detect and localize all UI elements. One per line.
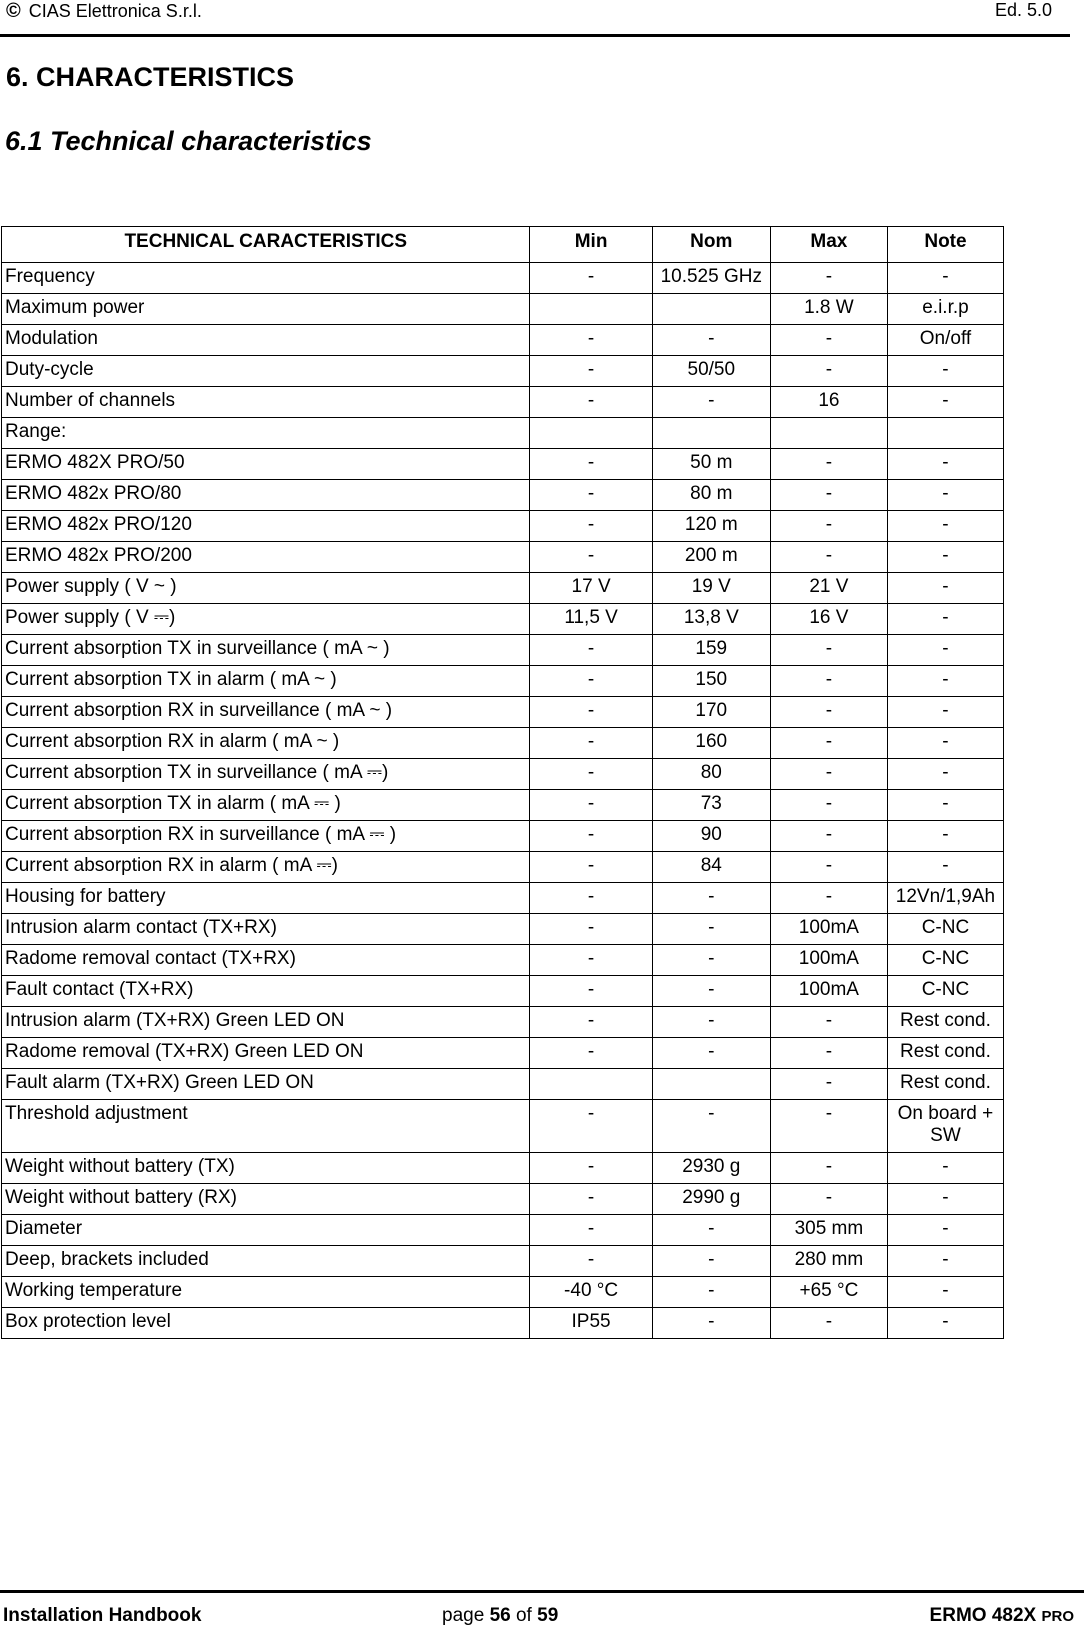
- section-title: 6. CHARACTERISTICS: [6, 62, 295, 92]
- value-cell: -: [530, 356, 652, 387]
- value-cell: On board + SW: [887, 1100, 1003, 1153]
- column-header: TECHNICAL CARACTERISTICS: [2, 227, 530, 263]
- value-cell: -: [887, 728, 1003, 759]
- value-cell: -: [887, 542, 1003, 573]
- characteristic-cell: Weight without battery (RX): [2, 1184, 530, 1215]
- value-cell: -: [530, 1100, 652, 1153]
- characteristic-cell: Working temperature: [2, 1277, 530, 1308]
- value-cell: On/off: [887, 325, 1003, 356]
- characteristic-cell: Housing for battery: [2, 883, 530, 914]
- value-cell: 280 mm: [770, 1246, 887, 1277]
- value-cell: 305 mm: [770, 1215, 887, 1246]
- value-cell: -: [887, 480, 1003, 511]
- value-cell: 100mA: [770, 976, 887, 1007]
- value-cell: +65 °C: [770, 1277, 887, 1308]
- value-cell: 16: [770, 387, 887, 418]
- value-cell: -: [770, 790, 887, 821]
- value-cell: -: [887, 759, 1003, 790]
- column-header: Max: [770, 227, 887, 263]
- table-row: [2, 883, 1004, 914]
- characteristic-cell: Current absorption RX in alarm ( mA ⎓): [2, 852, 530, 883]
- value-cell: -: [770, 883, 887, 914]
- table-row: [2, 821, 1004, 852]
- value-cell: 13,8 V: [652, 604, 770, 635]
- product-model: ERMO 482X: [929, 1605, 1037, 1626]
- value-cell: -: [770, 1308, 887, 1339]
- value-cell: [652, 418, 770, 449]
- characteristic-cell: Weight without battery (TX): [2, 1153, 530, 1184]
- value-cell: -: [887, 821, 1003, 852]
- table-row: [2, 759, 1004, 790]
- value-cell: -: [770, 1069, 887, 1100]
- value-cell: -: [530, 511, 652, 542]
- table-row: [2, 1246, 1004, 1277]
- value-cell: -: [770, 263, 887, 294]
- value-cell: -: [652, 325, 770, 356]
- page-current: 56: [489, 1605, 511, 1626]
- value-cell: -: [887, 449, 1003, 480]
- value-cell: -: [770, 1184, 887, 1215]
- value-cell: -: [887, 1184, 1003, 1215]
- product-suffix: PRO: [1041, 1608, 1074, 1625]
- table-row: [2, 852, 1004, 883]
- value-cell: -: [530, 852, 652, 883]
- value-cell: -: [770, 1038, 887, 1069]
- value-cell: 16 V: [770, 604, 887, 635]
- value-cell: -: [530, 542, 652, 573]
- characteristic-cell: Intrusion alarm (TX+RX) Green LED ON: [2, 1007, 530, 1038]
- value-cell: Rest cond.: [887, 1038, 1003, 1069]
- value-cell: 80 m: [652, 480, 770, 511]
- value-cell: -: [530, 1184, 652, 1215]
- table-row: [2, 1038, 1004, 1069]
- value-cell: 50/50: [652, 356, 770, 387]
- value-cell: 2930 g: [652, 1153, 770, 1184]
- value-cell: -: [887, 1215, 1003, 1246]
- characteristic-cell: Current absorption RX in surveillance ( mA ~ ): [2, 697, 530, 728]
- header-left: [6, 0, 202, 23]
- value-cell: 21 V: [770, 573, 887, 604]
- value-cell: -: [530, 666, 652, 697]
- value-cell: -: [652, 1215, 770, 1246]
- value-cell: [652, 294, 770, 325]
- value-cell: -: [887, 573, 1003, 604]
- value-cell: -: [770, 542, 887, 573]
- value-cell: Rest cond.: [887, 1069, 1003, 1100]
- handbook-title: Installation Handbook: [3, 1605, 202, 1626]
- value-cell: -: [530, 1038, 652, 1069]
- table-row: [2, 325, 1004, 356]
- value-cell: 17 V: [530, 573, 652, 604]
- value-cell: -: [770, 635, 887, 666]
- value-cell: -: [530, 883, 652, 914]
- value-cell: -: [652, 1308, 770, 1339]
- value-cell: -: [530, 728, 652, 759]
- value-cell: -: [652, 1007, 770, 1038]
- value-cell: -: [530, 945, 652, 976]
- characteristic-cell: Current absorption RX in surveillance ( mA ⎓ ): [2, 821, 530, 852]
- value-cell: -: [530, 1215, 652, 1246]
- page-total: 59: [537, 1605, 559, 1626]
- value-cell: 100mA: [770, 914, 887, 945]
- table-row: [2, 635, 1004, 666]
- value-cell: -: [770, 1100, 887, 1153]
- characteristic-cell: Current absorption TX in surveillance ( mA ~ ): [2, 635, 530, 666]
- characteristic-cell: Power supply ( V ⎓): [2, 604, 530, 635]
- value-cell: -: [770, 356, 887, 387]
- page-prefix: page: [442, 1605, 485, 1626]
- value-cell: -: [770, 511, 887, 542]
- table-row: [2, 1215, 1004, 1246]
- value-cell: 159: [652, 635, 770, 666]
- value-cell: -: [652, 1100, 770, 1153]
- table-row: [2, 511, 1004, 542]
- value-cell: 150: [652, 666, 770, 697]
- value-cell: [770, 418, 887, 449]
- value-cell: -: [770, 697, 887, 728]
- table-header-row: [2, 227, 1004, 263]
- characteristic-cell: Maximum power: [2, 294, 530, 325]
- table-row: [2, 1153, 1004, 1184]
- value-cell: -: [770, 852, 887, 883]
- value-cell: [887, 418, 1003, 449]
- column-header: Nom: [652, 227, 770, 263]
- value-cell: -: [530, 263, 652, 294]
- value-cell: -: [530, 1246, 652, 1277]
- value-cell: -: [887, 1277, 1003, 1308]
- value-cell: 10.525 GHz: [652, 263, 770, 294]
- characteristic-cell: Duty-cycle: [2, 356, 530, 387]
- value-cell: -: [887, 666, 1003, 697]
- value-cell: 160: [652, 728, 770, 759]
- value-cell: [530, 418, 652, 449]
- value-cell: [652, 1069, 770, 1100]
- value-cell: -: [530, 635, 652, 666]
- value-cell: -: [770, 759, 887, 790]
- value-cell: 120 m: [652, 511, 770, 542]
- value-cell: -: [652, 976, 770, 1007]
- table-row: [2, 356, 1004, 387]
- table-row: [2, 1007, 1004, 1038]
- value-cell: 73: [652, 790, 770, 821]
- page-number: [442, 1605, 558, 1627]
- table-body: [2, 263, 1004, 1339]
- value-cell: 1.8 W: [770, 294, 887, 325]
- company-name: CIAS Elettronica S.r.l.: [28, 1, 202, 21]
- characteristic-cell: Fault contact (TX+RX): [2, 976, 530, 1007]
- value-cell: -: [530, 449, 652, 480]
- value-cell: -: [887, 263, 1003, 294]
- subsection-title: 6.1 Technical characteristics: [5, 126, 372, 156]
- table-row: [2, 914, 1004, 945]
- characteristic-cell: Current absorption TX in surveillance ( mA ⎓): [2, 759, 530, 790]
- characteristic-cell: ERMO 482X PRO/50: [2, 449, 530, 480]
- value-cell: -: [770, 480, 887, 511]
- value-cell: 12Vn/1,9Ah: [887, 883, 1003, 914]
- table-row: [2, 697, 1004, 728]
- value-cell: -: [652, 914, 770, 945]
- value-cell: -: [652, 1277, 770, 1308]
- characteristic-cell: Diameter: [2, 1215, 530, 1246]
- value-cell: 80: [652, 759, 770, 790]
- value-cell: -: [530, 914, 652, 945]
- characteristic-cell: Frequency: [2, 263, 530, 294]
- value-cell: -: [530, 480, 652, 511]
- value-cell: -: [530, 325, 652, 356]
- value-cell: 50 m: [652, 449, 770, 480]
- value-cell: 200 m: [652, 542, 770, 573]
- value-cell: -: [887, 1153, 1003, 1184]
- characteristic-cell: Radome removal contact (TX+RX): [2, 945, 530, 976]
- value-cell: 11,5 V: [530, 604, 652, 635]
- table-row: [2, 1100, 1004, 1153]
- value-cell: -: [887, 790, 1003, 821]
- value-cell: -: [887, 604, 1003, 635]
- value-cell: -: [887, 697, 1003, 728]
- value-cell: -: [887, 635, 1003, 666]
- value-cell: 90: [652, 821, 770, 852]
- table-row: [2, 666, 1004, 697]
- value-cell: C-NC: [887, 945, 1003, 976]
- table-row: [2, 573, 1004, 604]
- value-cell: -: [770, 666, 887, 697]
- value-cell: Rest cond.: [887, 1007, 1003, 1038]
- value-cell: -: [530, 1007, 652, 1038]
- column-header: Min: [530, 227, 652, 263]
- value-cell: -: [530, 387, 652, 418]
- value-cell: -: [770, 1153, 887, 1184]
- value-cell: -: [887, 356, 1003, 387]
- value-cell: -: [887, 852, 1003, 883]
- characteristic-cell: Current absorption RX in alarm ( mA ~ ): [2, 728, 530, 759]
- value-cell: C-NC: [887, 914, 1003, 945]
- table-row: [2, 480, 1004, 511]
- value-cell: -: [652, 1246, 770, 1277]
- value-cell: -: [530, 821, 652, 852]
- value-cell: 100mA: [770, 945, 887, 976]
- value-cell: -: [530, 790, 652, 821]
- value-cell: -: [530, 1153, 652, 1184]
- characteristic-cell: Current absorption TX in alarm ( mA ⎓ ): [2, 790, 530, 821]
- table-row: [2, 542, 1004, 573]
- value-cell: C-NC: [887, 976, 1003, 1007]
- table-row: [2, 449, 1004, 480]
- value-cell: -: [770, 821, 887, 852]
- value-cell: -: [770, 728, 887, 759]
- table-row: [2, 1277, 1004, 1308]
- table-row: [2, 387, 1004, 418]
- table-row: [2, 294, 1004, 325]
- value-cell: -: [770, 1007, 887, 1038]
- page-header: [0, 0, 1070, 37]
- characteristic-cell: Range:: [2, 418, 530, 449]
- table-row: [2, 1184, 1004, 1215]
- product-name: [930, 1605, 1074, 1627]
- characteristic-cell: Radome removal (TX+RX) Green LED ON: [2, 1038, 530, 1069]
- table-row: [2, 604, 1004, 635]
- column-header: Note: [887, 227, 1003, 263]
- table-row: [2, 1069, 1004, 1100]
- value-cell: -: [770, 325, 887, 356]
- value-cell: -: [887, 387, 1003, 418]
- page-of: of: [515, 1605, 532, 1626]
- characteristic-cell: Intrusion alarm contact (TX+RX): [2, 914, 530, 945]
- page-footer: [0, 1590, 1084, 1630]
- characteristic-cell: Fault alarm (TX+RX) Green LED ON: [2, 1069, 530, 1100]
- characteristic-cell: Power supply ( V ~ ): [2, 573, 530, 604]
- value-cell: -: [530, 759, 652, 790]
- value-cell: -: [770, 449, 887, 480]
- technical-characteristics-table: [1, 226, 1004, 1339]
- value-cell: -: [887, 1308, 1003, 1339]
- value-cell: -: [652, 1038, 770, 1069]
- value-cell: -: [887, 1246, 1003, 1277]
- characteristic-cell: Box protection level: [2, 1308, 530, 1339]
- value-cell: -: [652, 387, 770, 418]
- table-row: [2, 1308, 1004, 1339]
- value-cell: -: [887, 511, 1003, 542]
- table-row: [2, 263, 1004, 294]
- value-cell: e.i.r.p: [887, 294, 1003, 325]
- table-row: [2, 945, 1004, 976]
- table-row: [2, 728, 1004, 759]
- table-row: [2, 790, 1004, 821]
- value-cell: [530, 294, 652, 325]
- characteristic-cell: Threshold adjustment: [2, 1100, 530, 1153]
- value-cell: -: [530, 697, 652, 728]
- copyright-icon: ©: [6, 0, 21, 22]
- value-cell: [530, 1069, 652, 1100]
- value-cell: -: [530, 976, 652, 1007]
- value-cell: -40 °C: [530, 1277, 652, 1308]
- characteristic-cell: Current absorption TX in alarm ( mA ~ ): [2, 666, 530, 697]
- value-cell: 84: [652, 852, 770, 883]
- characteristic-cell: ERMO 482x PRO/120: [2, 511, 530, 542]
- value-cell: 170: [652, 697, 770, 728]
- value-cell: IP55: [530, 1308, 652, 1339]
- characteristic-cell: Modulation: [2, 325, 530, 356]
- value-cell: 2990 g: [652, 1184, 770, 1215]
- value-cell: -: [652, 883, 770, 914]
- edition-label: Ed. 5.0: [994, 0, 1052, 20]
- value-cell: -: [652, 945, 770, 976]
- value-cell: 19 V: [652, 573, 770, 604]
- characteristic-cell: Deep, brackets included: [2, 1246, 530, 1277]
- characteristic-cell: ERMO 482x PRO/200: [2, 542, 530, 573]
- table-row: [2, 976, 1004, 1007]
- table-row: [2, 418, 1004, 449]
- characteristic-cell: Number of channels: [2, 387, 530, 418]
- characteristic-cell: ERMO 482x PRO/80: [2, 480, 530, 511]
